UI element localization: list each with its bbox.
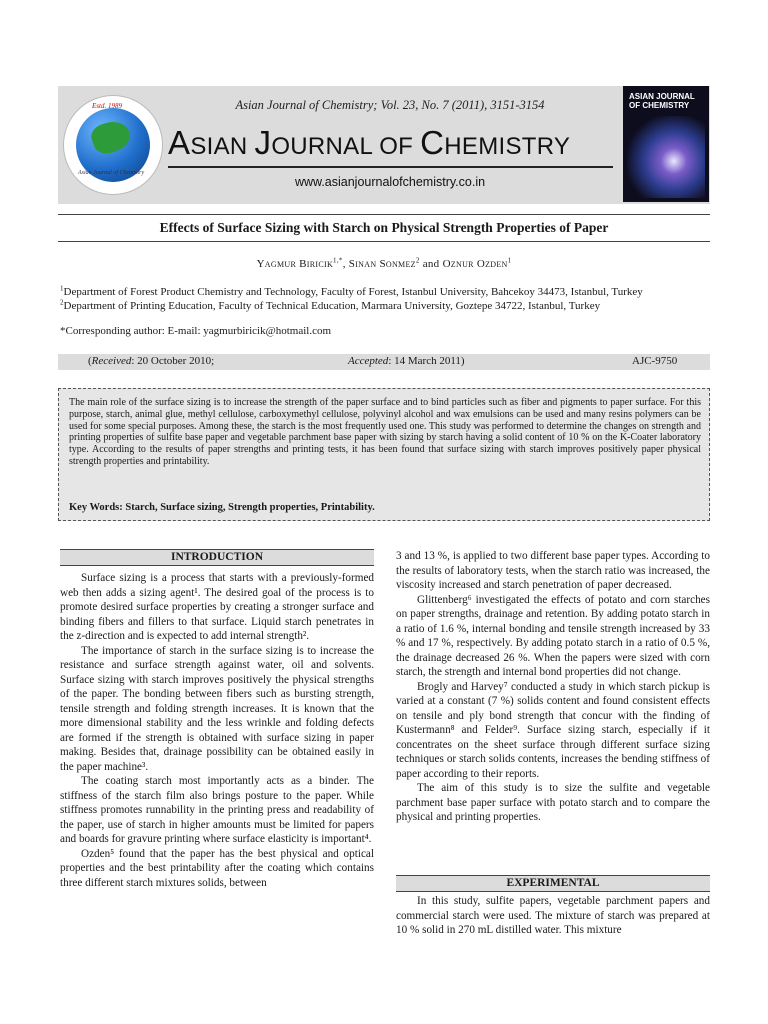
author-line: Yagmur Biricik$^{1,*}$, Sinan Sonmez$^2$ and Oznur Ozden$^1$	[256, 256, 512, 270]
paragraph: Surface sizing is a process that starts with a previously-formed web then adds a sizing agent¹. The desired goal of the process is to promote desired surface properties by creating a stronger surface and binding fibers and fillers to that surface. Liquid starch penetrates in the z-direction and is expected to add internal strength².	[60, 572, 374, 642]
paragraph: The coating starch most importantly acts as a binder. The stiffness of the starch film also brings posture to the paper. While stiffness promotes runnability in the printing press and readability of the paper, use of starch in higher amounts must be limited for papers and boards for gravure printing where surface elasticity is important⁴.	[60, 775, 374, 845]
paragraph: In this study, sulfite papers, vegetable parchment papers and commercial starch were used. The mixture of starch was prepared at 10 % solid in 270 mL distilled water. This mixture	[396, 895, 710, 936]
paragraph: Glittenberg⁶ investigated the effects of potato and corn starches on paper strengths, drainage and retention. By adding potato starch in a ratio of 1.6 %, internal bonding and tensile strength increased by 33 % and 17 %, respectively. By adding potato starch in a ratio of 0.5 %, the drainage decreased 26 %. When the papers were sized with corn starch, the strength and internal bond properties did not change.	[396, 593, 710, 678]
author-name: Sinan Sonmez	[348, 258, 416, 270]
date-bar	[58, 354, 710, 370]
logo-ring-text: Asian Journal of Chemistry	[78, 170, 145, 176]
paragraph: The importance of starch in the surface sizing is to increase the resistance and surface strength against water, oil and solvents. Surface sizing with starch improves positively the physical strengths of the paper. The bonding between fibers such as bursting strength, tensile strength and folding strength increases. It is known that the more dimensional stability and the less wrinkle and folding defects are formed if the strength is obtained with surface sizing in paper making. Besides that, drainage possibility can be obtained easily in the paper machine³.	[60, 644, 374, 773]
logo-estd-text: Estd. 1989	[92, 102, 122, 110]
article-title: Effects of Surface Sizing with Starch on Physical Strength Properties of Paper	[159, 220, 609, 235]
paragraph: The aim of this study is to size the sulfite and vegetable parchment base paper surface with potato starch and to compare the physical and printing properties.	[396, 782, 710, 823]
title-underline	[168, 166, 613, 168]
divider	[58, 241, 710, 242]
cover-title: ASIAN JOURNAL OF CHEMISTRY	[629, 92, 695, 110]
divider	[58, 214, 710, 215]
left-column	[60, 571, 374, 890]
section-heading-experimental: EXPERIMENTAL	[396, 875, 710, 892]
received-date: (Received: 20 October 2010;	[88, 355, 215, 367]
affiliation: $^1$Department of Forest Product Chemistry and Technology, Faculty of Forest, Istanbul University, Bahcekoy 34473, Istanbul, Turkey	[60, 284, 643, 298]
affiliation: $^2$Department of Printing Education, Faculty of Technical Education, Marmara University, Goztepe 34722, Istanbul, Turkey	[60, 298, 601, 312]
experimental-column	[396, 894, 710, 938]
corresponding-author: *Corresponding author: E-mail: yagmurbiricik@hotmail.com	[60, 325, 332, 337]
section-heading-introduction: INTRODUCTION	[60, 549, 374, 566]
journal-url-link[interactable]: www.asianjournalofchemistry.co.in	[294, 175, 486, 189]
abstract-box	[58, 388, 710, 521]
journal-citation: Asian Journal of Chemistry; Vol. 23, No. 7 (2011), 3151-3154	[235, 98, 545, 112]
accepted-date: Accepted: 14 March 2011)	[348, 355, 465, 367]
cover-art	[627, 116, 705, 198]
journal-cover-image	[623, 86, 709, 202]
author-name: Oznur Ozden	[442, 258, 508, 270]
article-code: AJC-9750	[632, 355, 678, 367]
abstract-text: The main role of the surface sizing is to increase the strength of the paper surface and to bind particles such as fiber and pigments to paper surface. For this purpose, starch, animal glue, methyl cellulose, carboxymethyl cellulose, polyvinyl alcohol and wax emulsions can be used and many resins polymers can be used for some special purposes. Among these, the starch is the most frequently used one. This study was performed to determine the changes on strength and printing properties of sulfite base paper and vegetable parchment base paper with sizing by starch having a solid content of 10 % on the K-Coater laboratory type. According to the results of paper strengths and printing tests, it has been found that surface sizing with starch improves positively paper physical strength properties and printability.	[69, 397, 701, 467]
paragraph: Ozden⁵ found that the paper has the best physical and optical properties and the best printability after the coating which contains three different starch mixtures solids, between	[60, 847, 374, 889]
keywords: Key Words: Starch, Surface sizing, Strength properties, Printability.	[69, 502, 375, 513]
paragraph: Brogly and Harvey⁷ conducted a study in which starch pickup is varied at a constant (7 %) solids content and found consistent effects on tensile and ply bond strength that concur with the finding of Kustermann⁸ and Felder⁹. Surface sizing starch, especially if it concentrates on the sheet surface through different surface sizing techniques or starch solids contents, increases the bending stiffness of paper according to their reports.	[396, 680, 710, 780]
paragraph: 3 and 13 %, is applied to two different base paper types. According to the results of laboratory tests, when the starch ratio was increased, the viscosity increased and starch penetration of paper decreased.	[396, 550, 710, 591]
author-name: Yagmur Biricik	[256, 258, 334, 270]
journal-logo	[64, 96, 162, 194]
right-column	[396, 549, 710, 825]
journal-title: ASIAN JOURNAL OF CHEMISTRY	[168, 124, 571, 161]
